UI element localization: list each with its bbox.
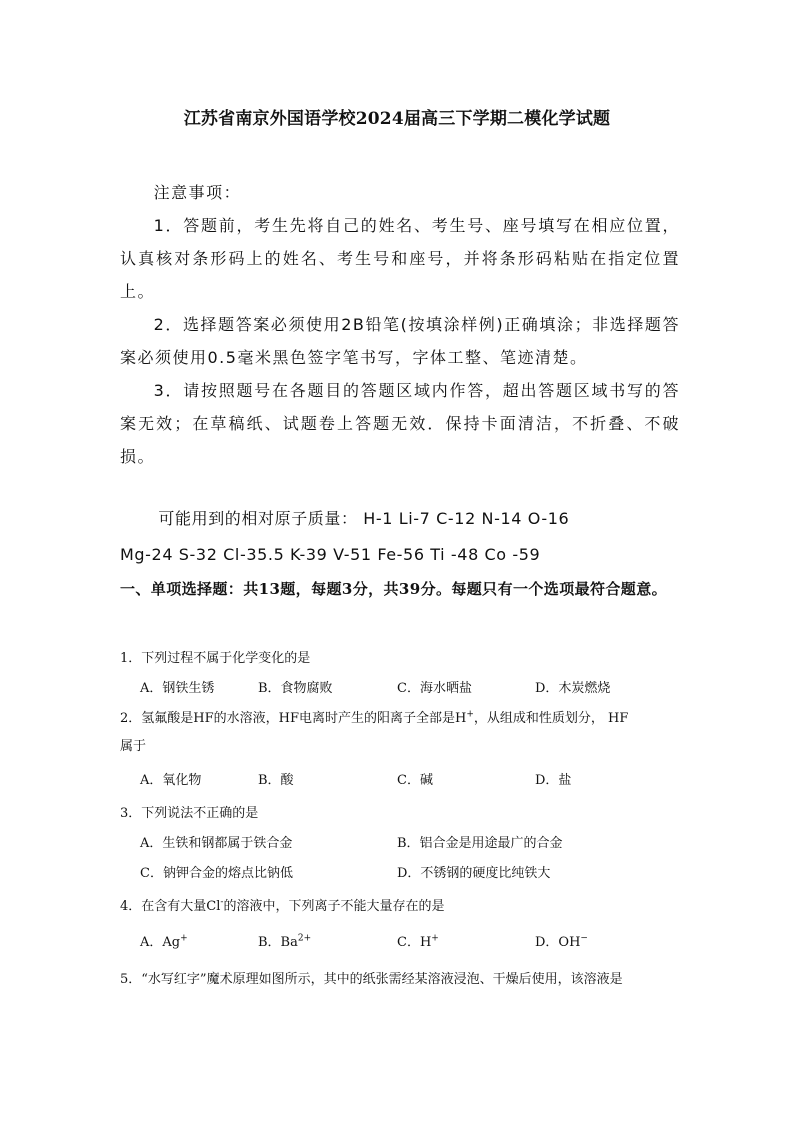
option-a: A．生铁和钢都属于铁合金 (140, 836, 293, 851)
superscript: + (466, 709, 474, 720)
question-4 (120, 893, 680, 957)
question-stem: 5．“水写红字”魔术原理如图所示，其中的纸张需经某溶液浸泡、干燥后使用，该溶液是 (120, 972, 623, 987)
option-text: A．Ag (140, 935, 181, 950)
option-c: C．钠钾合金的熔点比钠低 (140, 866, 293, 881)
superscript: 2+ (297, 933, 312, 944)
option-c: C．碱 (397, 773, 433, 788)
option-a: A．钢铁生锈 (140, 681, 215, 696)
notice-item-2: 2．选择题答案必须使用2B铅笔(按填涂样例)正确填涂；非选择题答案必须使用0.5毫米黑色签字笔书写，字体工整、笔迹清楚。 (120, 315, 680, 367)
option-row (120, 929, 680, 957)
option-b: B．铝合金是用途最广的合金 (397, 836, 563, 851)
question-1 (120, 645, 680, 703)
option-b: B．食物腐败 (258, 681, 333, 696)
option-d: D．不锈钢的硬度比纯铁大 (397, 866, 551, 881)
option-a (140, 929, 188, 957)
superscript: − (580, 933, 588, 944)
option-row (120, 830, 680, 858)
stem-text: 2．氢氟酸是HF的水溶液，HF电离时产生的阳离子全部是H (120, 711, 467, 726)
notice-heading: 注意事项： (153, 183, 242, 202)
notice-block (120, 176, 680, 473)
question-stem: 1．下列过程不属于化学变化的是 (120, 651, 311, 666)
option-b (258, 929, 311, 957)
page-title: 江苏省南京外国语学校2024届高三下学期二模化学试题 (183, 109, 611, 129)
superscript: + (431, 933, 439, 944)
superscript: - (220, 897, 224, 908)
section-heading: 一、单项选择题：共13题，每题3分，共39分。每题只有一个选项最符合题意。 (120, 580, 667, 598)
superscript: + (180, 933, 188, 944)
atomic-mass-line-2: Mg-24 S-32 Cl-35.5 K-39 V-51 Fe-56 Ti -48 Co -59 (120, 545, 541, 564)
option-d: D．木炭燃烧 (535, 681, 611, 696)
option-text: D．OH (535, 935, 581, 950)
question-stem: 3．下列说法不正确的是 (120, 806, 259, 821)
option-d: D．盐 (535, 773, 572, 788)
option-c: C．海水晒盐 (397, 681, 472, 696)
stem-text-tail: ，从组成和性质划分， HF (473, 711, 629, 726)
notice-item-1: 1．答题前，考生先将自己的姓名、考生号、座号填写在相应位置，认真核对条形码上的姓名、考生号和座号，并将条形码粘贴在指定位置上。 (120, 216, 680, 301)
question-2 (120, 705, 680, 795)
option-row (120, 767, 680, 795)
stem-text-tail: 的溶液中，下列离子不能大量存在的是 (223, 899, 445, 914)
question-stem (120, 705, 680, 733)
question-stem-line-2: 属于 (120, 739, 147, 754)
option-a: A．氧化物 (140, 773, 202, 788)
question-3 (120, 800, 680, 888)
notice-item-3: 3．请按照题号在各题目的答题区域内作答，超出答题区域书写的答案无效；在草稿纸、试题卷上答题无效．保持卡面清洁，不折叠、不破损。 (120, 381, 680, 466)
option-row (120, 675, 680, 703)
option-b: B．酸 (258, 773, 294, 788)
atomic-mass-block (120, 501, 680, 573)
question-stem (120, 893, 680, 921)
option-d (535, 929, 588, 957)
option-text: C．H (397, 935, 432, 950)
option-row (120, 860, 680, 888)
atomic-mass-line-1: 可能用到的相对原子质量： H-1 Li-7 C-12 N-14 O-16 (158, 509, 570, 528)
option-c (397, 929, 439, 957)
question-5 (120, 966, 680, 994)
stem-text: 4．在含有大量Cl (120, 899, 221, 914)
option-text: B．Ba (258, 935, 298, 950)
